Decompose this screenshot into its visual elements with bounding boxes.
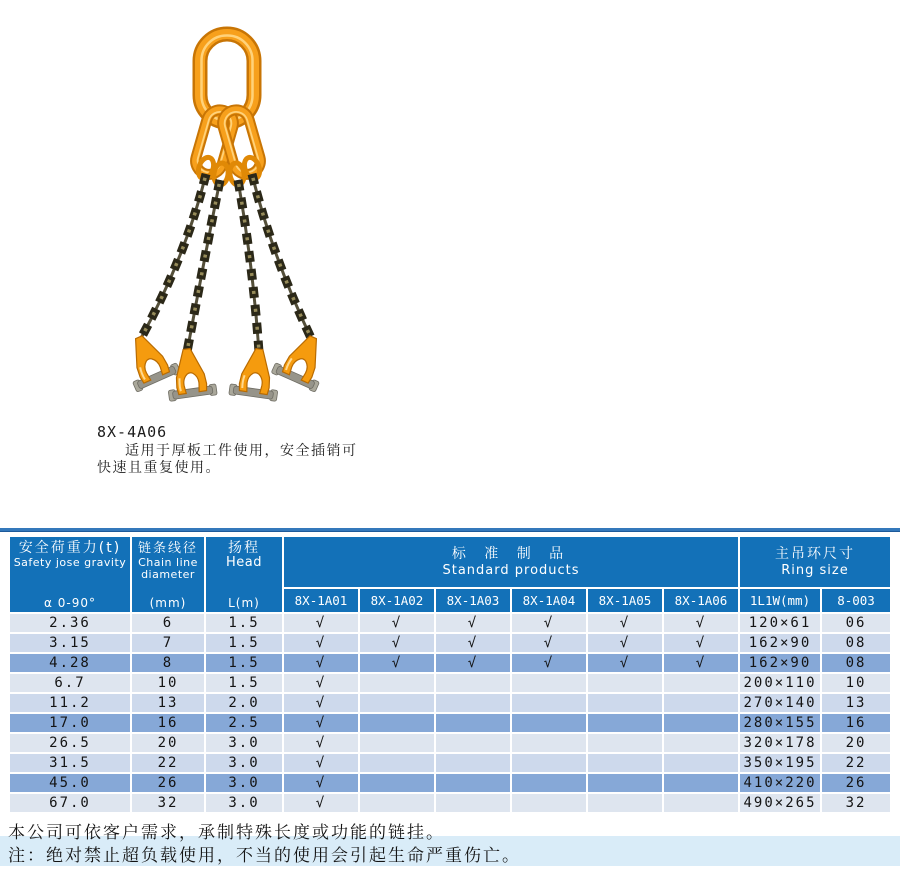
cell-check <box>512 734 586 752</box>
cell-diameter: 26 <box>132 774 204 792</box>
table-row <box>10 694 890 712</box>
cell-load: 26.5 <box>10 734 130 752</box>
cell-load: 6.7 <box>10 674 130 692</box>
cell-check: √ <box>664 614 738 632</box>
cell-check: √ <box>436 614 510 632</box>
chain-sling-image <box>100 8 400 420</box>
cell-head: 2.5 <box>206 714 282 732</box>
cell-load: 67.0 <box>10 794 130 812</box>
cell-check: √ <box>588 634 662 652</box>
cell-check <box>588 794 662 812</box>
cell-check: √ <box>512 634 586 652</box>
chain-leg-1 <box>140 174 206 340</box>
header-ring-size <box>740 537 890 587</box>
cell-check: √ <box>436 654 510 672</box>
cell-diameter: 8 <box>132 654 204 672</box>
cell-check: √ <box>588 654 662 672</box>
cell-head: 2.0 <box>206 694 282 712</box>
cell-diameter: 16 <box>132 714 204 732</box>
cell-head: 3.0 <box>206 754 282 772</box>
cell-ring-code: 06 <box>822 614 890 632</box>
cell-check <box>588 754 662 772</box>
cell-diameter: 20 <box>132 734 204 752</box>
cell-ring-size: 280×155 <box>740 714 820 732</box>
cell-load: 17.0 <box>10 714 130 732</box>
table-row <box>10 794 890 812</box>
header-head-en: Head <box>226 555 262 570</box>
cell-check <box>436 714 510 732</box>
chain-sling-svg <box>100 8 400 420</box>
cell-ring-size: 320×178 <box>740 734 820 752</box>
cell-head: 3.0 <box>206 794 282 812</box>
cell-ring-size: 162×90 <box>740 654 820 672</box>
cell-check <box>664 754 738 772</box>
cell-ring-size: 200×110 <box>740 674 820 692</box>
cell-check <box>588 714 662 732</box>
cell-head: 1.5 <box>206 674 282 692</box>
cell-diameter: 13 <box>132 694 204 712</box>
cell-check <box>664 694 738 712</box>
cell-check <box>360 714 434 732</box>
chain-leg-2 <box>187 180 220 352</box>
cell-check <box>588 774 662 792</box>
cell-check: √ <box>360 654 434 672</box>
table-row <box>10 714 890 732</box>
cell-check: √ <box>284 634 358 652</box>
cell-check <box>512 774 586 792</box>
cell-ring-code: 10 <box>822 674 890 692</box>
cell-check <box>664 774 738 792</box>
header-load-unit: α 0-90° <box>44 596 96 610</box>
cell-check <box>512 694 586 712</box>
cell-check: √ <box>284 734 358 752</box>
header-model-3: 8X-1A03 <box>436 589 510 612</box>
cell-check: √ <box>664 634 738 652</box>
header-diameter <box>132 537 204 612</box>
header-model-5: 8X-1A05 <box>588 589 662 612</box>
cell-diameter: 22 <box>132 754 204 772</box>
cell-check <box>436 774 510 792</box>
table-row <box>10 754 890 772</box>
cell-ring-code: 26 <box>822 774 890 792</box>
header-head-zh: 扬程 <box>228 540 260 556</box>
cell-diameter: 6 <box>132 614 204 632</box>
cell-ring-size: 120×61 <box>740 614 820 632</box>
cell-ring-code: 16 <box>822 714 890 732</box>
top-divider <box>0 528 900 532</box>
cell-check <box>512 674 586 692</box>
cell-load: 31.5 <box>10 754 130 772</box>
cell-load: 2.36 <box>10 614 130 632</box>
spec-table <box>8 535 892 814</box>
header-ring-en: Ring size <box>781 563 849 579</box>
table-row <box>10 614 890 632</box>
cell-check: √ <box>284 674 358 692</box>
cell-check <box>588 694 662 712</box>
shackle-hook-4 <box>271 327 335 392</box>
cell-ring-code: 22 <box>822 754 890 772</box>
cell-check: √ <box>436 634 510 652</box>
cell-check: √ <box>512 654 586 672</box>
cell-head: 1.5 <box>206 654 282 672</box>
cell-check <box>360 694 434 712</box>
header-ring-zh: 主吊环尺寸 <box>775 546 856 563</box>
header-load-en: Safety jose gravity <box>13 556 127 569</box>
header-standard-zh: 标 准 制 品 <box>451 546 571 563</box>
cell-ring-size: 410×220 <box>740 774 820 792</box>
cell-load: 3.15 <box>10 634 130 652</box>
header-model-1: 8X-1A01 <box>284 589 358 612</box>
cell-ring-code: 08 <box>822 654 890 672</box>
header-load-zh: 安全荷重力(t) <box>18 540 122 556</box>
cell-check: √ <box>284 694 358 712</box>
cell-ring-size: 490×265 <box>740 794 820 812</box>
header-head <box>206 537 282 612</box>
cell-check <box>436 674 510 692</box>
cell-diameter: 10 <box>132 674 204 692</box>
table-row <box>10 634 890 652</box>
table-row <box>10 734 890 752</box>
footer-custom-note: 本公司可依客户需求，承制特殊长度或功能的链挂。 <box>8 823 445 843</box>
header-standard-products <box>284 537 738 587</box>
cell-check <box>436 734 510 752</box>
cell-check <box>436 754 510 772</box>
header-load <box>10 537 130 612</box>
cell-ring-size: 162×90 <box>740 634 820 652</box>
cell-check <box>360 754 434 772</box>
chain-leg-4 <box>252 174 312 340</box>
cell-check <box>664 734 738 752</box>
cell-check <box>436 794 510 812</box>
header-diameter-unit: (mm) <box>149 596 187 610</box>
cell-check: √ <box>284 774 358 792</box>
table-row <box>10 674 890 692</box>
cell-check: √ <box>360 634 434 652</box>
cell-check: √ <box>284 654 358 672</box>
cell-load: 4.28 <box>10 654 130 672</box>
cell-check <box>360 794 434 812</box>
shackle-hook-1 <box>117 327 181 392</box>
cell-load: 45.0 <box>10 774 130 792</box>
cell-check: √ <box>284 714 358 732</box>
cell-load: 11.2 <box>10 694 130 712</box>
cell-check <box>664 714 738 732</box>
cell-check <box>588 734 662 752</box>
cell-check <box>664 794 738 812</box>
cell-check <box>512 794 586 812</box>
cell-check <box>588 674 662 692</box>
cell-check: √ <box>512 614 586 632</box>
cell-head: 1.5 <box>206 614 282 632</box>
cell-check: √ <box>360 614 434 632</box>
cell-check: √ <box>588 614 662 632</box>
cell-check <box>360 774 434 792</box>
header-diameter-zh: 链条线径 <box>137 541 198 556</box>
footer-warning-note: 注：绝对禁止超负载使用，不当的使用会引起生命严重伤亡。 <box>8 846 521 866</box>
cell-check <box>436 694 510 712</box>
spec-table-wrap <box>8 535 892 814</box>
cell-diameter: 32 <box>132 794 204 812</box>
cell-head: 1.5 <box>206 634 282 652</box>
cell-check <box>360 734 434 752</box>
product-code: 8X-4A06 <box>97 423 168 441</box>
cell-check: √ <box>664 654 738 672</box>
cell-head: 3.0 <box>206 734 282 752</box>
cell-ring-code: 08 <box>822 634 890 652</box>
cell-check: √ <box>284 794 358 812</box>
cell-check: √ <box>284 614 358 632</box>
cell-ring-code: 20 <box>822 734 890 752</box>
chain-leg-3 <box>238 180 259 352</box>
header-model-6: 8X-1A06 <box>664 589 738 612</box>
header-model-4: 8X-1A04 <box>512 589 586 612</box>
cell-ring-size: 350×195 <box>740 754 820 772</box>
table-row <box>10 654 890 672</box>
cell-ring-code: 32 <box>822 794 890 812</box>
header-diameter-en: Chain line <box>138 556 198 569</box>
cell-check <box>664 674 738 692</box>
cell-check: √ <box>284 754 358 772</box>
cell-diameter: 7 <box>132 634 204 652</box>
cell-check <box>360 674 434 692</box>
header-head-unit: L(m) <box>228 596 260 610</box>
header-ring-code: 8-003 <box>822 589 890 612</box>
cell-check <box>512 754 586 772</box>
product-description: 适用于厚板工件使用，安全插销可快速且重复使用。 <box>97 443 358 476</box>
cell-ring-code: 13 <box>822 694 890 712</box>
header-model-2: 8X-1A02 <box>360 589 434 612</box>
cell-head: 3.0 <box>206 774 282 792</box>
header-standard-en: Standard products <box>442 563 580 579</box>
cell-check <box>512 714 586 732</box>
header-diameter-en2: diameter <box>141 568 195 581</box>
table-row <box>10 774 890 792</box>
chain-legs <box>140 174 312 352</box>
cell-ring-size: 270×140 <box>740 694 820 712</box>
header-ring-dim: 1L1W(mm) <box>740 589 820 612</box>
